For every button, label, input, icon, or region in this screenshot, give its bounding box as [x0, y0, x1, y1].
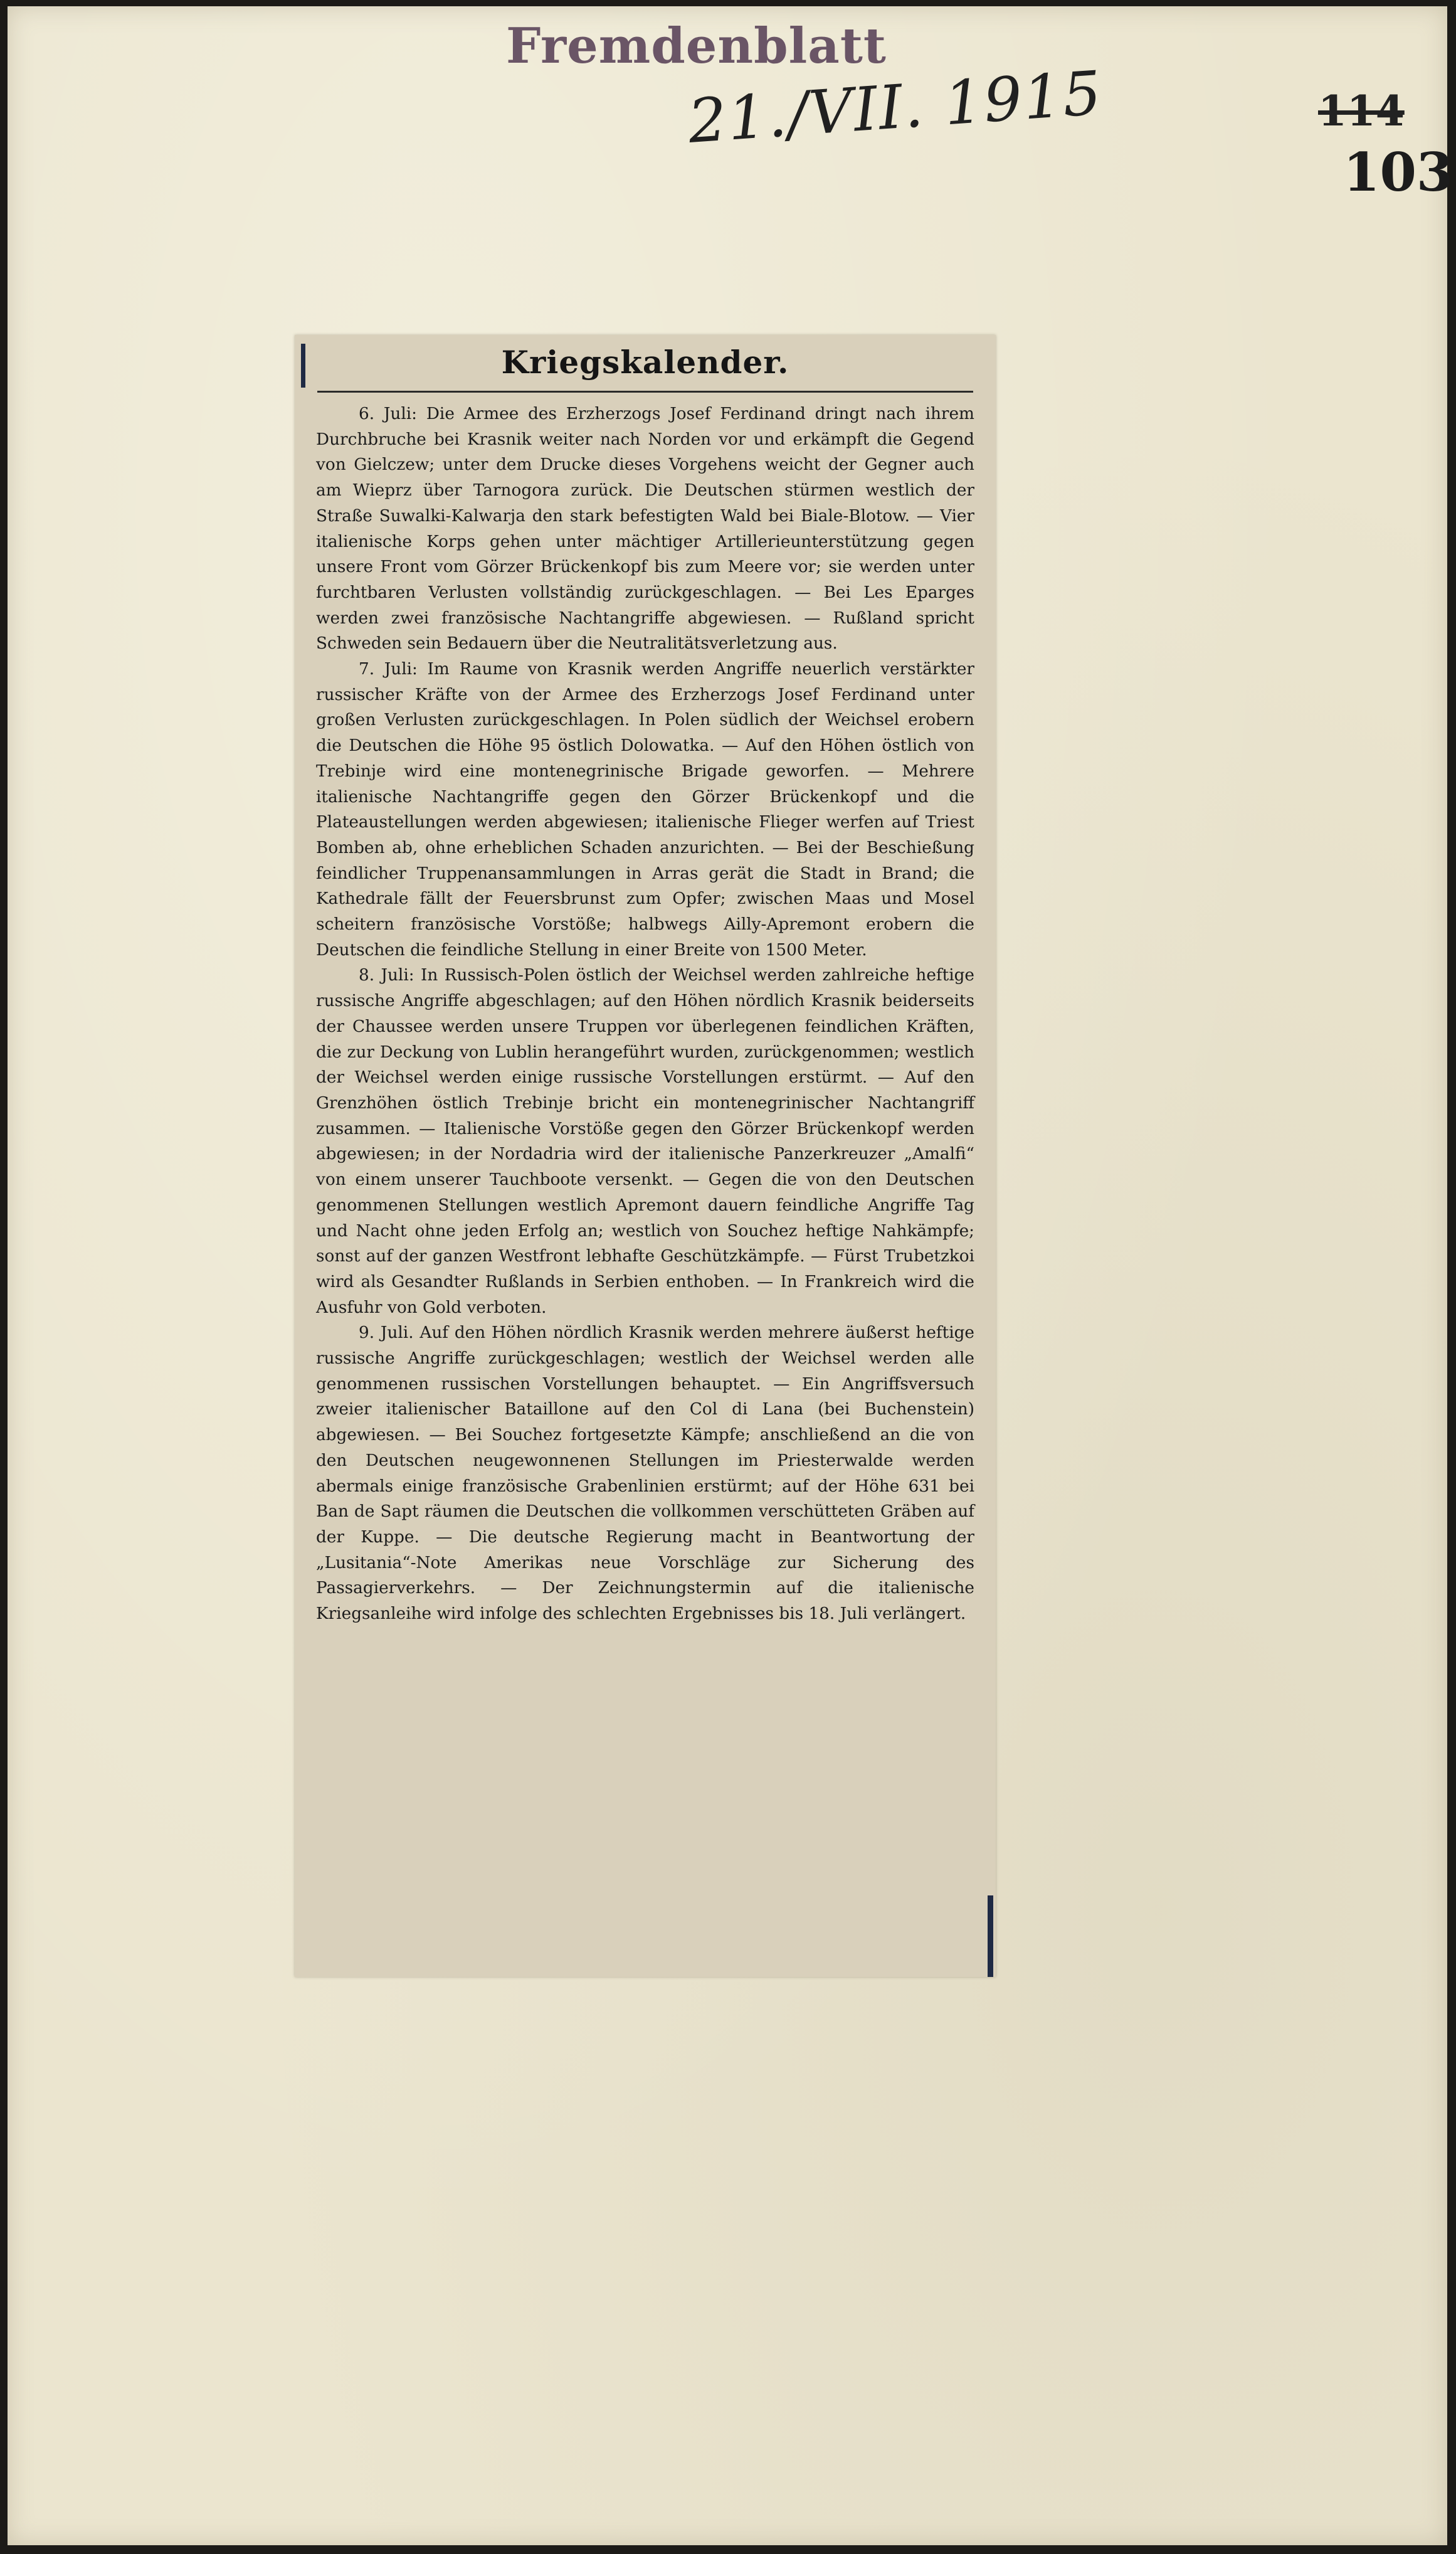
entry-july-7: 7. Juli: Im Raume von Krasnik werden Angriffe neuerlich verstärkter russischer Kräfte von der Armee des Erzherzogs Josef Ferdinand unter großen Verlusten zurückgeschlagen. In Polen südlich der Weichsel erobern die Deutschen die Höhe 95 östlich Dolowatka. — Auf den Höhen östlich von Trebinje wird eine montenegrinische Brigade geworfen. — Mehrere italienische Nachtangriffe gegen den Görzer Brückenkopf und die Plateaustellungen werden abgewiesen; italienische Flieger werfen auf Triest Bomben ab, ohne erheblichen Schaden anzurichten. — Bei der Beschießung feindlicher Truppenansammlungen in Arras gerät die Stadt in Brand; die Kathedrale fällt der Feuersbrunst zum Opfer; zwischen Maas und Mosel scheitern französische Vorstöße; halbwegs Ailly-Apremont erobern die Deutschen die feindliche Stellung in einer Breite von 1500 Meter. [316, 660, 974, 960]
clipping-body [316, 401, 974, 1627]
entry-july-9: 9. Juli. Auf den Höhen nördlich Krasnik werden mehrere äußerst heftige russische Angriffe zurückgeschlagen; westlich der Weichsel werden alle genommenen russischen Vorstellungen behauptet. — Ein Angriffsversuch zweier italienischer Bataillone auf den Col di Lana (bei Buchenstein) abgewiesen. — Bei Souchez fortgesetzte Kämpfe; anschließend an die von den Deutschen neugewonnenen Stellungen im Priesterwalde werden abermals einige französische Grabenlinien erstürmt; auf der Höhe 631 bei Ban de Sapt räumen die Deutschen die vollkommen verschütteten Gräben auf der Kuppe. — Die deutsche Regierung macht in Beantwortung der „Lusitania“-Note Amerikas neue Vorschläge zur Sicherung des Passagierverkehrs. — Der Zeichnungstermin auf die italienische Kriegsanleihe wird infolge des schlechten Ergebnisses bis 18. Juli verlängert. [316, 1323, 974, 1624]
handwritten-date: 21./VII. 1915 [685, 58, 1105, 157]
entry-july-8: 8. Juli: In Russisch-Polen östlich der Weichsel werden zahlreiche heftige russische Angriffe abgeschlagen; auf den Höhen nördlich Krasnik beiderseits der Chaussee werden unsere Truppen vor überlegenen feindlichen Kräften, die zur Deckung von Lublin herangeführt wurden, zurückgenommen; westlich der Weichsel werden einige russische Vorstellungen erstürmt. — Auf den Grenzhöhen östlich Trebinje bricht ein montenegrinischer Nachtangriff zusammen. — Italienische Vorstöße gegen den Görzer Brückenkopf werden abgewiesen; in der Nordadria wird der italienische Panzerkreuzer „Amalfi“ von einem unserer Tauchboote versenkt. — Gegen die von den Deutschen genommenen Stellungen westlich Apremont dauern feindliche Angriffe Tag und Nacht ohne jeden Erfolg an; westlich von Souchez heftige Nahkämpfe; sonst auf der ganzen Westfront lebhafte Geschützkämpfe. — Fürst Trubetzkoi wird als Gesandter Rußlands in Serbien enthoben. — In Frankreich wird die Ausfuhr von Gold verboten. [316, 966, 974, 1317]
column-rule-right [988, 1895, 993, 1977]
title-divider [317, 391, 973, 393]
source-stamp: Fremdenblatt [506, 18, 887, 75]
newspaper-clipping [295, 335, 996, 1977]
page-number: 103 [1343, 141, 1453, 203]
entry-july-6: 6. Juli: Die Armee des Erzherzogs Josef Ferdinand dringt nach ihrem Durchbruche bei Krasnik weiter nach Norden vor und erkämpft die Gegend von Gielczew; unter dem Drucke dieses Vorgehens weicht der Gegner auch am Wieprz über Tarnogora zurück. Die Deutschen stürmen westlich der Straße Suwalki-Kalwarja den stark befestigten Wald bei Biale-Blotow. — Vier italienische Korps gehen unter mächtiger Artillerieunterstützung gegen unsere Front vom Görzer Brückenkopf bis zum Meere vor; sie werden unter furchtbaren Verlusten vollständig zurückgeschlagen. — Bei Les Eparges werden zwei französische Nachtangriffe abgewiesen. — Rußland spricht Schweden sein Bedauern über die Neutralitätsverletzung aus. [316, 405, 974, 654]
struck-page-number: 114 [1318, 87, 1405, 135]
clipping-title: Kriegskalender. [501, 344, 789, 381]
archive-sheet [8, 6, 1453, 2545]
